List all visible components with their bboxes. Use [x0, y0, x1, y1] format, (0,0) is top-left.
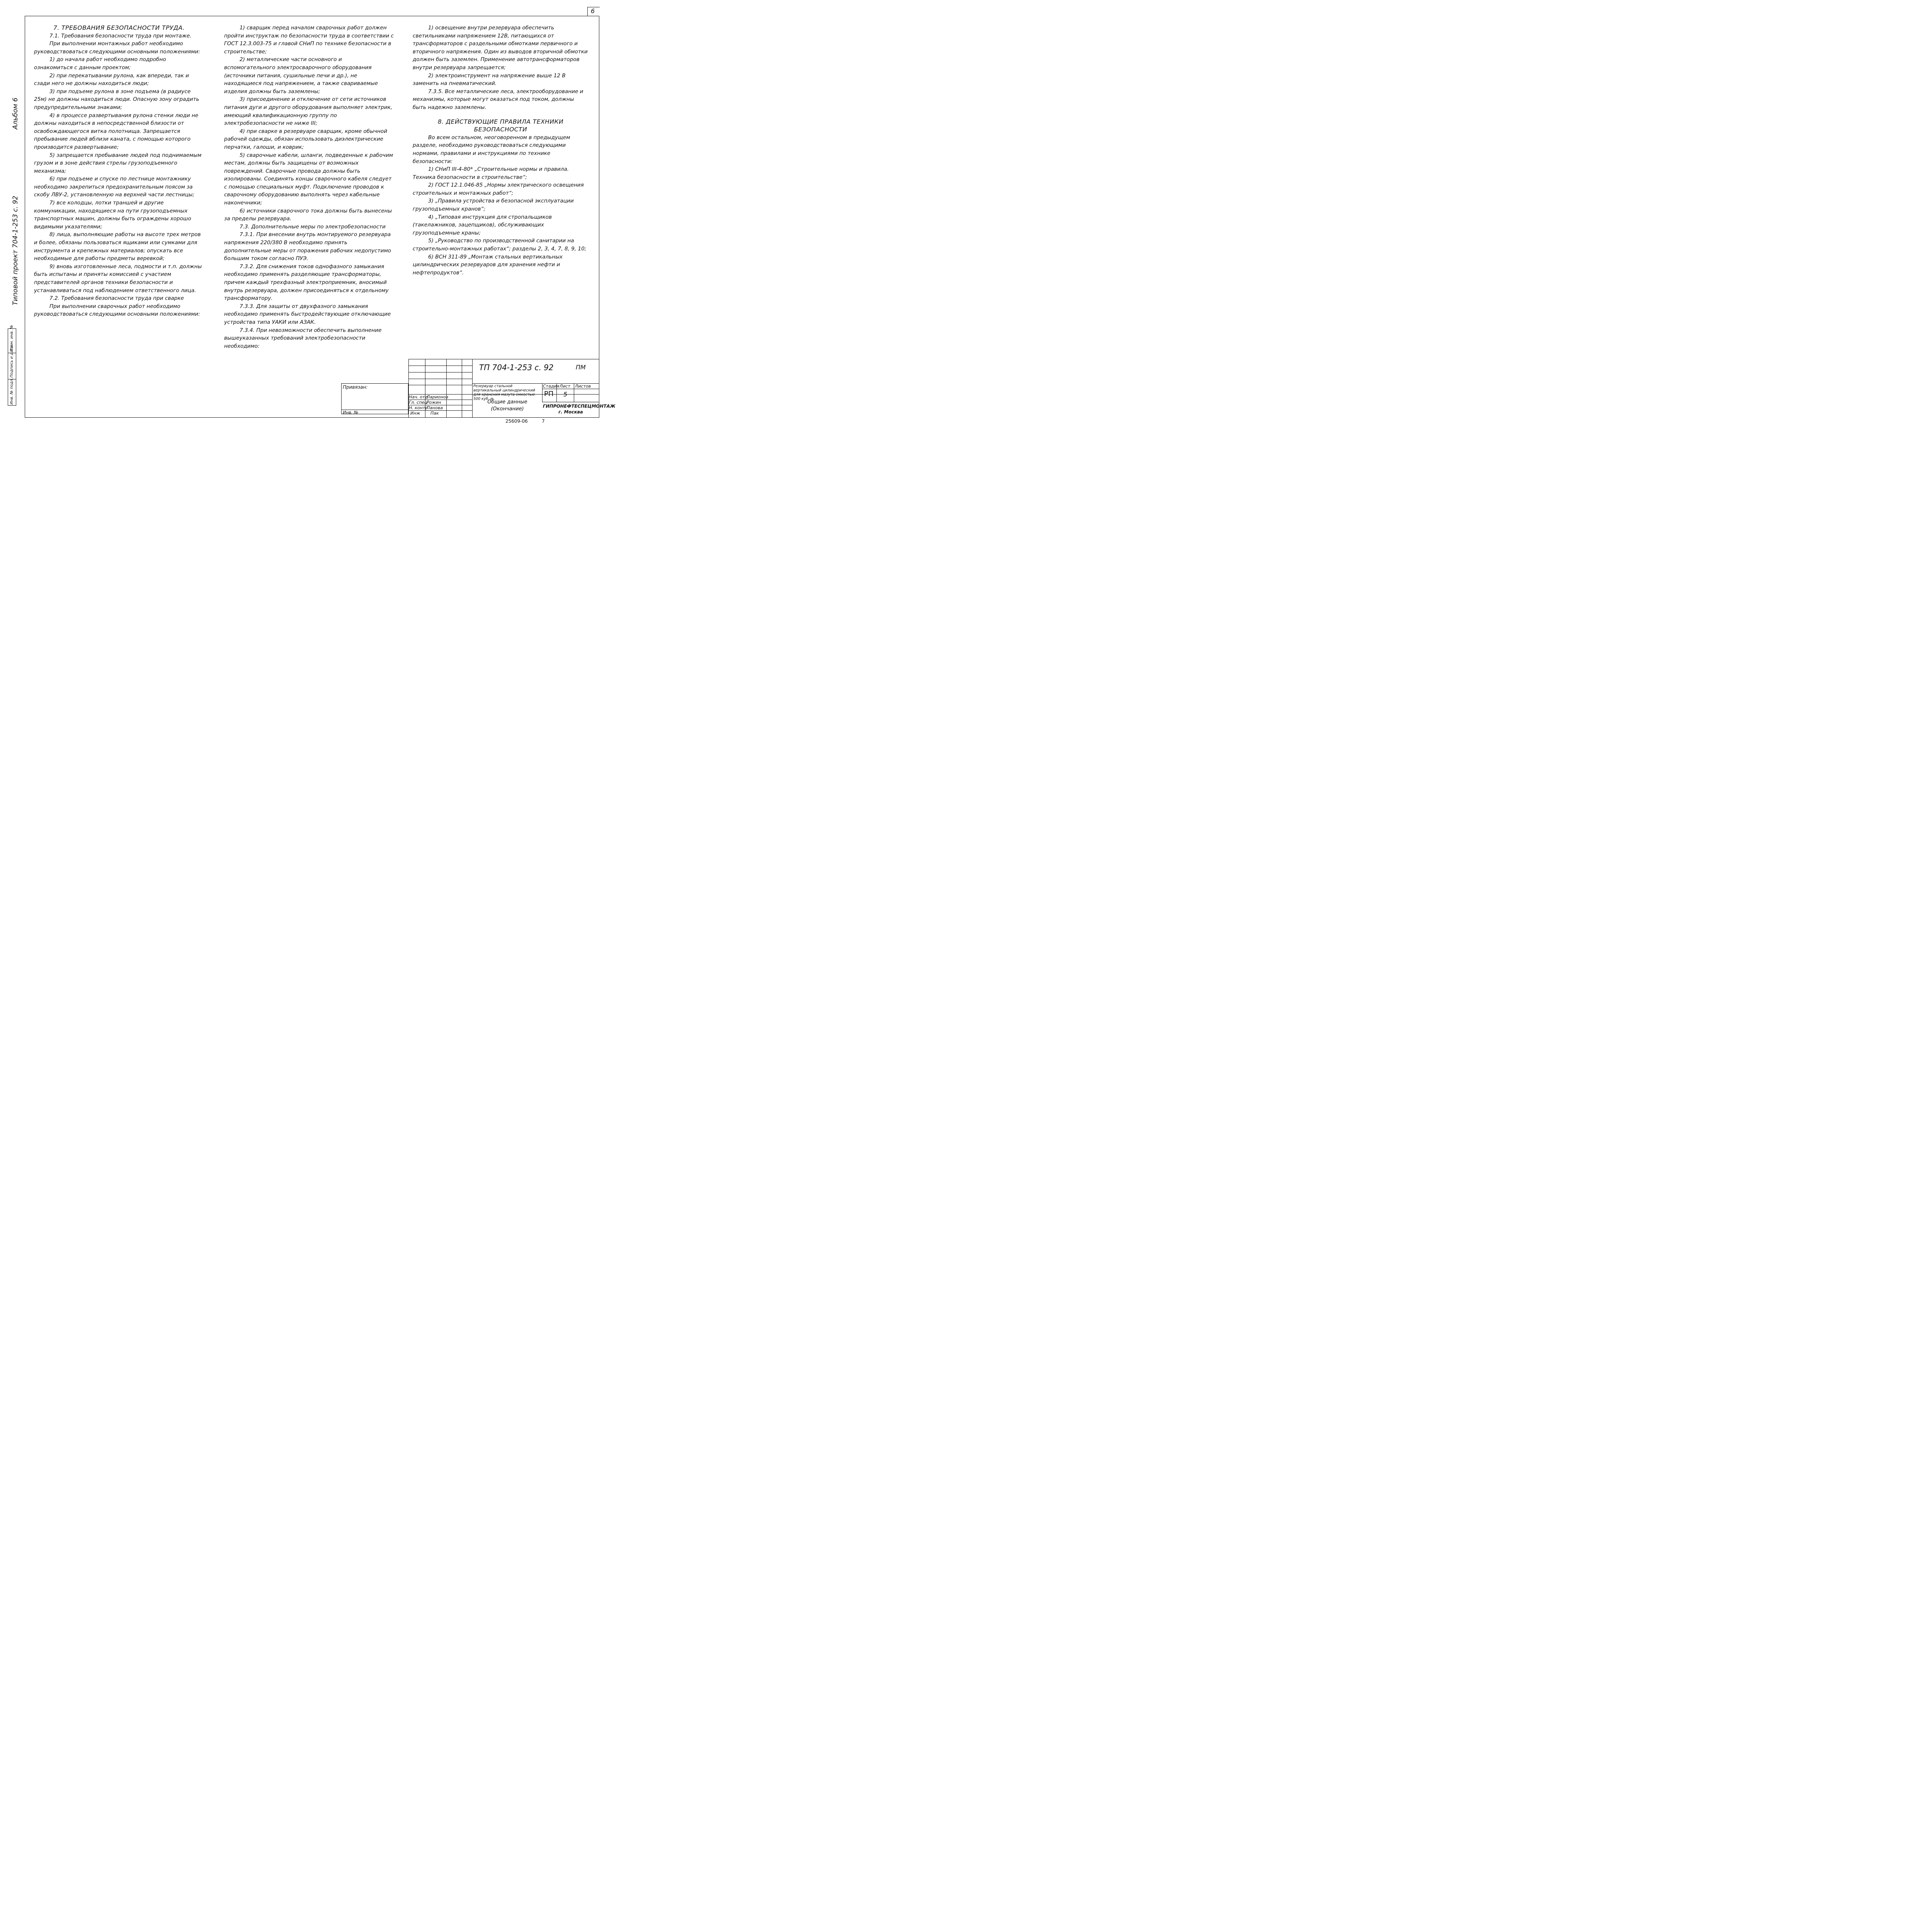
- name-3: Панова: [427, 405, 443, 410]
- list-item: 1) до начала работ необходимо подробно ознакомиться с данным проектом;: [34, 56, 166, 71]
- sheet-number: 6: [591, 7, 595, 15]
- name-2: Рожин: [427, 400, 441, 405]
- privyazan-label: Привязан:: [343, 384, 368, 390]
- name-4: Пак: [430, 411, 439, 416]
- list-item: 4) „Типовая инструкция для стропальщиков (такелажников, зацепщиков), обслуживающих грузоподъемные краны;: [413, 214, 552, 236]
- sheet-title: Общие данные (Окончание): [487, 399, 527, 412]
- list-item: 1) сварщик перед началом сварочных работ должен пройти инструктаж по безопасности труда в соответствии с ГОСТ 12.3.003-75 и главой СНиП по технике безопасности в строительстве;: [224, 25, 394, 55]
- stage-label: Стадия: [543, 384, 560, 389]
- paragraph: 7.3.3. Для защиты от двухфазного замыкания необходимо применять быстродействующие отключающие устройства типа УАКИ или АЗАК.: [224, 303, 391, 325]
- role-2: Гл. спец: [409, 400, 427, 405]
- drawing-sheet: [0, 0, 616, 434]
- list-item: 9) вновь изготовленные леса, подмости и т.п. должны быть испытаны и приняты комиссией с участием представителей органов техники безопасности и устанавливаться под наблюдением ответственного лица.: [34, 263, 202, 294]
- stage-value: РП: [544, 390, 554, 398]
- paragraph: 7.3.5. Все металлические леса, электрооборудование и механизмы, которые могут оказаться под током, должны быть надежно заземлены.: [413, 88, 583, 111]
- project-label: Типовой проект 704-1-253 с. 92: [12, 196, 19, 305]
- paragraph: 7.3. Дополнительные меры по электробезопасности: [240, 223, 386, 230]
- list-item: 5) запрещается пребывание людей под поднимаемым грузом и в зоне действия стрелы грузоподъемного механизма;: [34, 152, 202, 174]
- section-7-heading: 7. ТРЕБОВАНИЯ БЕЗОПАСНОСТИ ТРУДА.: [53, 24, 185, 31]
- paragraph: 7.3.4. При невозможности обеспечить выполнение вышеуказанных требований электробезопасности необходимо:: [224, 327, 382, 349]
- archive-number: 25609-06: [505, 418, 528, 424]
- drawing-code: ТП 704-1-253 с. 92: [479, 363, 554, 372]
- text-column-3: [413, 24, 588, 277]
- sheet-label: Лист: [560, 384, 570, 389]
- sheet-number-box: [587, 7, 600, 16]
- left-stamp: [8, 325, 16, 406]
- list-item: 2) при перекатывании рулона, как впереди, так и сзади него не должны находиться люди;: [34, 72, 189, 87]
- paragraph: 7.3.1. При внесении внутрь монтируемого резервуара напряжения 220/380 В необходимо принять дополнительные меры от поражения рабочих недопустимо большим током согласно ПУЭ.: [224, 231, 391, 262]
- list-item: 5) „Руководство по производственной санитарии на строительно-монтажных работах“; разделы 2, 3, 4, 7, 8, 9, 10;: [413, 238, 587, 252]
- paragraph: 7.2. Требования безопасности труда при сварке: [49, 295, 184, 302]
- page-number: 7: [542, 418, 545, 424]
- list-item: 3) присоединение и отключение от сети источников питания дуги и другого оборудования выполняет электрик, имеющий квалификационную группу по электробезопасности не ниже III;: [224, 96, 393, 127]
- album-label: Альбом 6: [12, 97, 19, 129]
- text-column-1: [34, 24, 204, 318]
- organization: ГИПРОНЕФТЕСПЕЦМОНТАЖ г. Москва: [543, 403, 616, 415]
- paragraph: 7.3.2. Для снижения токов однофазного замыкания необходимо применять разделяющие трансформаторы, причем каждый трехфазный электроприемник, вносимый внутрь резервуара, должен присоединяться к отдельному трансформатору.: [224, 263, 389, 302]
- sheets-label: Листов: [575, 384, 591, 389]
- list-item: 4) в процессе развертывания рулона стенки люди не должны находиться в непосредственной близости от освобождающегося витка полотнища. Запрещается пребывание людей вблизи каната, с помощью которого производится развертывание;: [34, 112, 199, 150]
- text-column-2: [224, 24, 394, 350]
- inv-label: Инв. №: [343, 410, 359, 415]
- list-item: 1) освещение внутри резервуара обеспечить светильниками напряжением 12В, питающихся от трансформаторов с раздельными обмотками первичного и вторичного напряжения. Один из выводов вторичной обмотки должен быть заземлен. Применение автотрансформаторов внутри резервуара запрещается;: [413, 25, 588, 71]
- list-item: 3) „Правила устройства и безопасной эксплуатации грузоподъемных кранов“;: [413, 198, 574, 213]
- paragraph: При выполнении монтажных работ необходимо руководствоваться следующими основными положениями:: [34, 41, 200, 55]
- list-item: 4) при сварке в резервуаре сварщик, кроме обычной рабочей одежды, обязан использовать диэлектрические перчатки, галоши, и коврик;: [224, 128, 388, 150]
- list-item: 2) металлические части основного и вспомогательного электросварочного оборудования (источники питания, сушильные печи и др.), не находящиеся под напряжением, а также свариваемые изделия должны быть заземлены;: [224, 56, 378, 95]
- role-4: Инж: [410, 411, 420, 416]
- object-title: Резервуар стальной вертикальный цилиндрический для хранения мазута емкостью 500 куб. м: [473, 384, 535, 401]
- paragraph: Во всем остальном, неоговоренном в предыдущем разделе, необходимо руководствоваться следующими нормами, правилами и инструкциями по технике безопасности:: [413, 134, 570, 165]
- list-item: 6) источники сварочного тока должны быть вынесены за пределы резервуара.: [224, 207, 392, 222]
- section-8-heading: 8. ДЕЙСТВУЮЩИЕ ПРАВИЛА ТЕХНИКИ БЕЗОПАСНОСТИ: [437, 118, 564, 133]
- list-item: 3) при подъеме рулона в зоне подъема (в радиусе 25м) не должны находиться люди. Опасную зону оградить предупредительными знаками;: [34, 88, 199, 111]
- left-stamp-inv: Инв. № подл.: [10, 378, 14, 405]
- left-stamp-sign: Подпись и дата: [10, 345, 14, 378]
- paragraph: При выполнении сварочных работ необходимо руководствоваться следующими основными положениями:: [34, 303, 200, 318]
- left-stamp-replace: Взам. инв. №: [10, 325, 14, 351]
- role-3: Н. контр: [409, 405, 428, 410]
- list-item: 8) лица, выполняющие работы на высоте трех метров и более, обязаны пользоваться ящиками или сумками для инструмента и крепежных материалов; опускать все необходимые для работы предметы веревкой;: [34, 231, 201, 262]
- role-1: Нач. отд: [409, 395, 428, 400]
- list-item: 2) электроинструмент на напряжение выше 12 В заменить на пневматический.: [413, 72, 566, 87]
- paragraph: 7.1. Требования безопасности труда при монтаже.: [49, 32, 192, 39]
- list-item: 6) ВСН 311-89 „Монтаж стальных вертикальных цилиндрических резервуаров для хранения нефти и нефтепродуктов“.: [413, 253, 563, 276]
- list-item: 2) ГОСТ 12.1.046-85 „Нормы электрического освещения строительных и монтажных работ“;: [413, 182, 584, 196]
- list-item: 1) СНиП III-4-80* „Строительные нормы и правила. Техника безопасности в строительстве“;: [413, 166, 569, 180]
- sheet-value: 5: [563, 391, 568, 398]
- list-item: 6) при подъеме и спуске по лестнице монтажнику необходимо закрепиться предохранительным поясом за скобу ЛВУ-2, установленную на верхней части лестницы;: [34, 176, 195, 198]
- doc-mark: ПМ: [576, 364, 586, 371]
- list-item: 7) все колодцы, лотки траншей и другие коммуникации, находящиеся на пути грузоподъемных транспортных машин, должны быть ограждены хорошо видимыми указателями;: [34, 200, 191, 230]
- list-item: 5) сварочные кабели, шланги, подведенные к рабочим местам, должны быть защищены от возможных повреждений. Сварочные провода должны быть изолированы. Соединять концы сварочного кабеля следует с помощью специальных муфт. Подключение проводов к сварочному оборудованию выполнять через кабельные наконечники;: [224, 152, 393, 206]
- name-1: Ларионов: [427, 395, 449, 400]
